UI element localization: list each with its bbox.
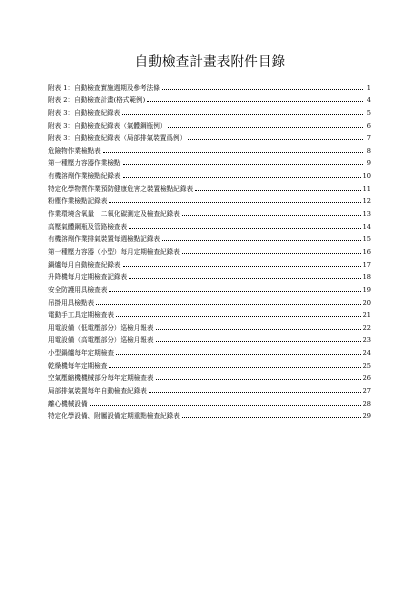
- toc-entry-page-number[interactable]: 10: [362, 172, 371, 181]
- toc-entry-page-number[interactable]: 8: [366, 146, 371, 155]
- toc-entry-page-number[interactable]: 21: [362, 311, 371, 320]
- toc-dot-leader: [182, 253, 361, 254]
- toc-entry-label[interactable]: 附表 2：自動檢查計畫(格式範例): [48, 96, 146, 105]
- toc-entry-label[interactable]: 電動手工具定期檢查表: [48, 311, 114, 320]
- toc-entry[interactable]: [48, 231, 371, 244]
- toc-entry-label[interactable]: 附表 3：自動檢查紀錄表（氣體鋼瓶例）: [48, 121, 167, 130]
- toc-dot-leader: [122, 114, 363, 115]
- toc-entry[interactable]: [48, 357, 371, 370]
- toc-entry-label[interactable]: 升降機每月定期檢查記錄表: [48, 273, 128, 282]
- toc-entry-label[interactable]: 有機溶劑作業排氣裝置每週檢點記錄表: [48, 235, 161, 244]
- toc-entry[interactable]: [48, 307, 371, 320]
- toc-dot-leader: [129, 228, 360, 229]
- toc-entry-label[interactable]: 有機溶劑作業檢點紀錄表: [48, 172, 121, 181]
- toc-entry-page-number[interactable]: 19: [362, 285, 371, 294]
- toc-entry[interactable]: [48, 256, 371, 269]
- toc-entry-page-number[interactable]: 5: [366, 108, 371, 117]
- toc-entry-label[interactable]: 高壓氣體鋼瓶及管路檢查表: [48, 222, 128, 231]
- toc-entry-label[interactable]: 用電設備（高電壓部分）巡檢月報表: [48, 336, 154, 345]
- toc-entry-label[interactable]: 危險物作業檢點表: [48, 146, 101, 155]
- toc-entry-page-number[interactable]: 1: [366, 83, 371, 92]
- toc-entry-page-number[interactable]: 24: [362, 349, 371, 358]
- toc-entry-page-number[interactable]: 25: [362, 361, 371, 370]
- page-title: 自動檢查計畫表附件目錄: [134, 54, 286, 70]
- toc-entry[interactable]: [48, 344, 371, 357]
- toc-dot-leader: [188, 139, 363, 140]
- toc-entry-label[interactable]: 特定化學設備、附屬設備定期重點檢查紀錄表: [48, 412, 180, 421]
- toc-entry[interactable]: [48, 281, 371, 294]
- toc-entry[interactable]: [48, 243, 371, 256]
- toc-entry[interactable]: [48, 117, 371, 130]
- toc-dot-leader: [156, 379, 361, 380]
- toc-entry-page-number[interactable]: 16: [362, 247, 371, 256]
- toc-dot-leader: [96, 304, 360, 305]
- toc-entry-page-number[interactable]: 9: [366, 159, 371, 168]
- toc-entry[interactable]: [48, 382, 371, 395]
- toc-dot-leader: [168, 127, 363, 128]
- toc-entry-label[interactable]: 第一種壓力容器（小型）每月定期檢查紀錄表: [48, 247, 180, 256]
- toc-entry-page-number[interactable]: 11: [362, 184, 371, 193]
- toc-entry[interactable]: [48, 180, 371, 193]
- toc-entry-label[interactable]: 乾燥機每年定期檢查: [48, 361, 108, 370]
- toc-entry-page-number[interactable]: 23: [362, 336, 371, 345]
- toc-entry-label[interactable]: 第一種壓力容器作業檢點: [48, 159, 121, 168]
- toc-dot-leader: [123, 164, 363, 165]
- toc-entry-label[interactable]: 離心機械設備: [48, 399, 88, 408]
- toc-entry-page-number[interactable]: 7: [366, 134, 371, 143]
- toc-dot-leader: [182, 417, 361, 418]
- toc-dot-leader: [129, 278, 360, 279]
- toc-entry-label[interactable]: 用電設備（低電壓部分）巡檢月報表: [48, 323, 154, 332]
- toc-entry[interactable]: [48, 193, 371, 206]
- toc-dot-leader: [182, 215, 361, 216]
- toc-entry-page-number[interactable]: 13: [362, 210, 371, 219]
- toc-dot-leader: [147, 101, 363, 102]
- toc-entry-page-number[interactable]: 22: [362, 323, 371, 332]
- toc-entry-page-number[interactable]: 12: [362, 197, 371, 206]
- toc-entry-label[interactable]: 附表 3：自動檢查紀錄表（局部排氣裝置爲例）: [48, 134, 187, 143]
- toc-dot-leader: [109, 367, 360, 368]
- toc-dot-leader: [123, 266, 361, 267]
- toc-dot-leader: [109, 202, 360, 203]
- toc-entry[interactable]: [48, 408, 371, 421]
- toc-entry-page-number[interactable]: 15: [362, 235, 371, 244]
- toc-entry-label[interactable]: 安全防護用具檢查表: [48, 285, 108, 294]
- toc-entry-page-number[interactable]: 18: [362, 273, 371, 282]
- toc-entry-label[interactable]: 附表 3：自動檢查紀錄表: [48, 108, 121, 117]
- toc-entry[interactable]: [48, 395, 371, 408]
- toc-dot-leader: [109, 291, 360, 292]
- toc-entry[interactable]: [48, 370, 371, 383]
- toc-entry[interactable]: [48, 294, 371, 307]
- toc-entry-label[interactable]: 附表 1：自動檢查實施週期及參考法條: [48, 83, 160, 92]
- toc-entry[interactable]: [48, 205, 371, 218]
- toc-entry-page-number[interactable]: 4: [366, 96, 371, 105]
- toc-dot-leader: [123, 177, 361, 178]
- toc-dot-leader: [156, 341, 361, 342]
- toc-entry-label[interactable]: 小型鍋爐每年定期檢查: [48, 349, 114, 358]
- toc-entry[interactable]: [48, 130, 371, 143]
- toc-entry-label[interactable]: 吊掛用具檢點表: [48, 298, 95, 307]
- toc-dot-leader: [156, 329, 361, 330]
- toc-entry-label[interactable]: 作業環境含氧量 二氧化碳測定及檢查紀錄表: [48, 210, 180, 219]
- toc-entry-label[interactable]: 鍋爐每月自動檢查紀錄表: [48, 260, 121, 269]
- toc-entry-page-number[interactable]: 6: [366, 121, 371, 130]
- toc-entry-label[interactable]: 特定化學物質作業預防健康危害之裝置檢點紀錄表: [48, 184, 194, 193]
- toc-entry[interactable]: [48, 142, 371, 155]
- toc-entry[interactable]: [48, 167, 371, 180]
- toc-entry[interactable]: [48, 269, 371, 282]
- toc-entry[interactable]: [48, 319, 371, 332]
- toc-entry-page-number[interactable]: 17: [362, 260, 371, 269]
- toc-dot-leader: [116, 354, 361, 355]
- toc-entry-page-number[interactable]: 29: [362, 412, 371, 421]
- toc-entry-page-number[interactable]: 26: [362, 374, 371, 383]
- toc-entry-label[interactable]: 粉塵作業檢點記錄表: [48, 197, 108, 206]
- toc-dot-leader: [162, 89, 363, 90]
- toc-entry[interactable]: [48, 104, 371, 117]
- toc-entry-page-number[interactable]: 14: [362, 222, 371, 231]
- toc-dot-leader: [162, 240, 361, 241]
- toc-dot-leader: [103, 152, 363, 153]
- toc-entry-label[interactable]: 局部排氣裝置每年自動檢查紀錄表: [48, 387, 147, 396]
- toc-entry-page-number[interactable]: 20: [362, 298, 371, 307]
- toc-entry-page-number[interactable]: 28: [362, 399, 371, 408]
- toc-dot-leader: [90, 405, 361, 406]
- toc-dot-leader: [195, 190, 361, 191]
- toc-entry-page-number[interactable]: 27: [362, 387, 371, 396]
- toc-entry-label[interactable]: 空氣壓縮機機械部分每年定期檢查表: [48, 374, 154, 383]
- toc-entry[interactable]: [48, 218, 371, 231]
- toc-entry[interactable]: [48, 79, 371, 92]
- toc-entry[interactable]: [48, 332, 371, 345]
- toc-entry[interactable]: [48, 92, 371, 105]
- table-of-contents: [48, 79, 371, 420]
- toc-entry[interactable]: [48, 155, 371, 168]
- toc-dot-leader: [149, 392, 361, 393]
- toc-dot-leader: [116, 316, 361, 317]
